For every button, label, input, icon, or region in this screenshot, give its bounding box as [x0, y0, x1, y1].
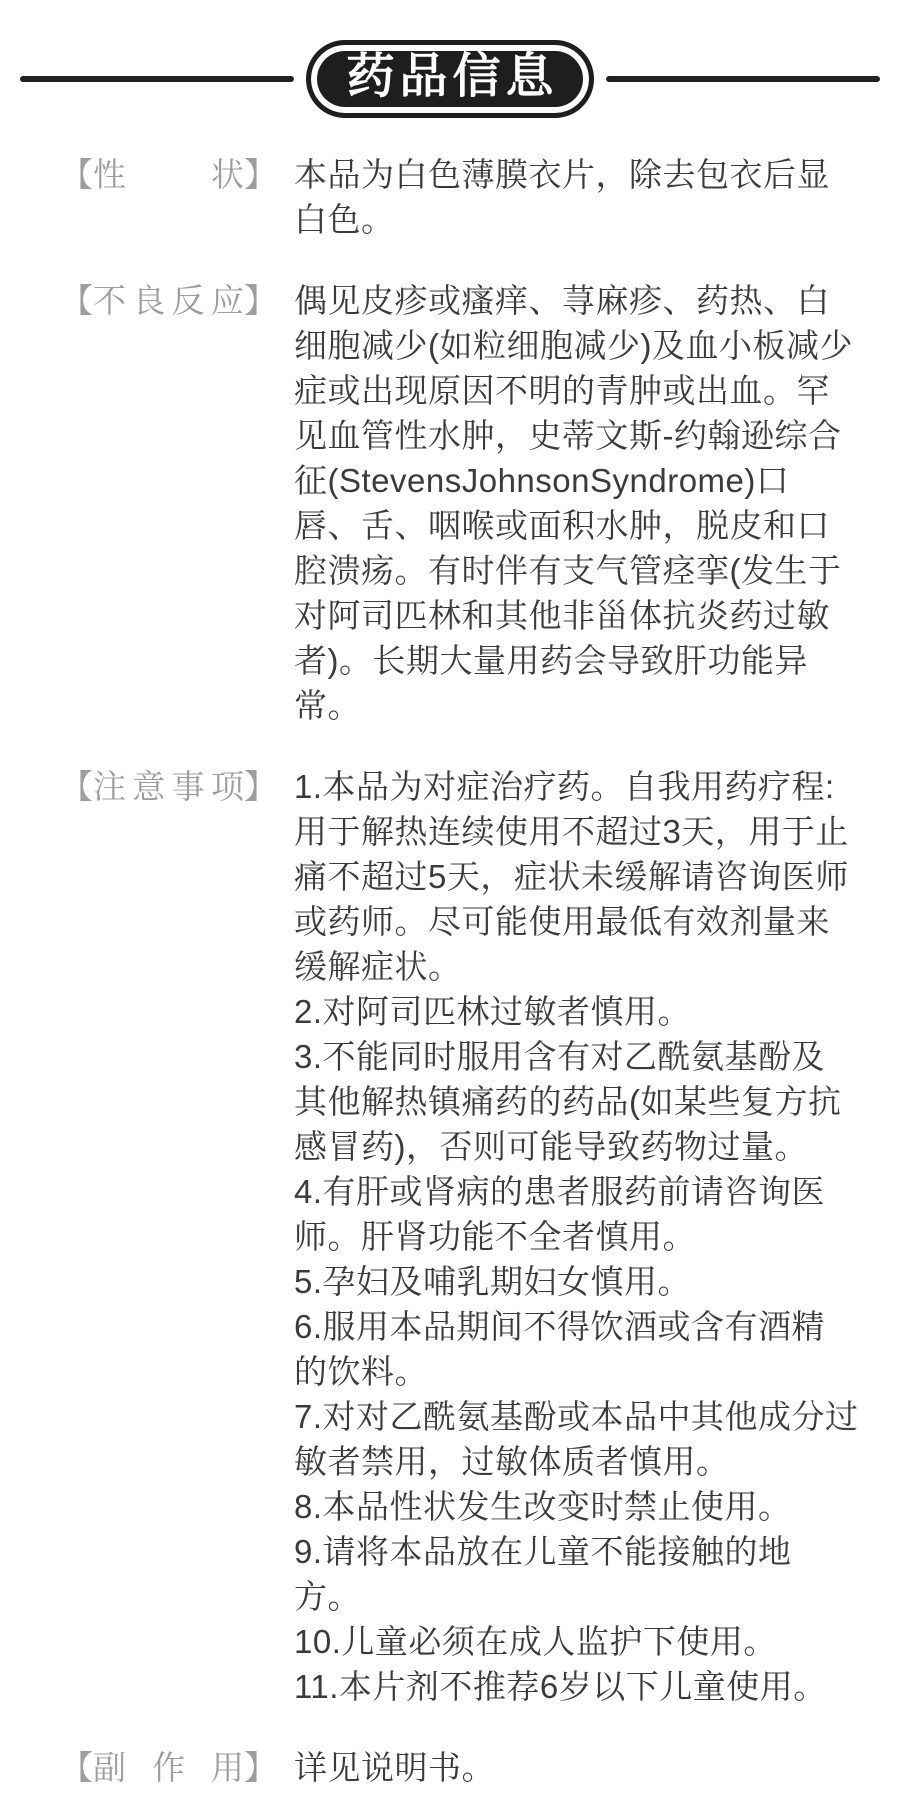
section-label-precautions: [60, 764, 277, 809]
text-line: 7.对对乙酰氨基酚或本品中其他成分过: [294, 1398, 859, 1435]
text-line: 偶见皮疹或瘙痒、荨麻疹、药热、白: [294, 282, 830, 319]
text-line: 方。: [294, 1578, 361, 1615]
text-line: 感冒药)，否则可能导致药物过量。: [294, 1128, 808, 1165]
section-body-adverse-reactions: [294, 278, 860, 728]
text-line: 10.儿童必须在成人监护下使用。: [294, 1623, 777, 1660]
text-line: 9.请将本品放在儿童不能接触的地: [294, 1533, 792, 1570]
text-line: 或药师。尽可能使用最低有效剂量来: [294, 903, 830, 940]
label-char: 事: [171, 768, 205, 805]
text-line: 11.本片剂不推荐6岁以下儿童使用。: [294, 1668, 827, 1705]
text-line: 1.本品为对症治疗药。自我用药疗程:: [294, 768, 835, 805]
text-line: 本品为白色薄膜衣片，除去包衣后显: [294, 156, 830, 193]
badge-title: 药品信息: [346, 50, 559, 103]
label-char: 项: [210, 768, 244, 805]
section-side-effects: [60, 1745, 900, 1790]
text-line: 症或出现原因不明的青肿或出血。罕: [294, 372, 830, 409]
text-line: 征(StevensJohnsonSyndrome)口: [294, 462, 790, 499]
text-line: 4.有肝或肾病的患者服药前请咨询医: [294, 1173, 826, 1210]
text-line: 5.孕妇及哺乳期妇女慎用。: [294, 1263, 692, 1300]
bracket-close: 】: [244, 282, 277, 319]
text-line: 详见说明书。: [294, 1749, 495, 1786]
text-line: 细胞减少(如粒细胞减少)及血小板减少: [294, 327, 853, 364]
text-line: 者)。长期大量用药会导致肝功能异: [294, 642, 808, 679]
bracket-open: 【: [60, 156, 93, 193]
text-line: 其他解热镇痛药的药品(如某些复方抗: [294, 1083, 842, 1120]
label-char: 用: [211, 1749, 244, 1786]
text-line: 6.服用本品期间不得饮酒或含有酒精: [294, 1308, 826, 1345]
text-line: 白色。: [294, 201, 395, 238]
text-line: 师。肝肾功能不全者慎用。: [294, 1218, 696, 1255]
section-header-banner: [0, 40, 900, 118]
bracket-close: 】: [244, 768, 277, 805]
text-line: 对阿司匹林和其他非甾体抗炎药过敏: [294, 597, 830, 634]
text-line: 腔溃疡。有时伴有支气管痉挛(发生于: [294, 552, 842, 589]
label-char: 状: [211, 156, 244, 193]
bracket-close: 】: [244, 1749, 277, 1786]
section-body-precautions: [294, 764, 860, 1709]
bracket-open: 【: [60, 1749, 93, 1786]
label-char: 良: [132, 282, 166, 319]
label-char: 副: [93, 1749, 126, 1786]
section-precautions: [60, 764, 900, 1709]
text-line: 8.本品性状发生改变时禁止使用。: [294, 1488, 792, 1525]
label-char: 不: [93, 282, 126, 319]
text-line: 2.对阿司匹林过敏者慎用。: [294, 993, 692, 1030]
label-char: 作: [152, 1749, 185, 1786]
text-line: 的饮料。: [294, 1353, 428, 1390]
text-line: 唇、舌、咽喉或面积水肿，脱皮和口: [294, 507, 830, 544]
section-adverse-reactions: [60, 278, 900, 728]
section-body-properties: [294, 152, 860, 242]
bracket-open: 【: [60, 768, 93, 805]
text-line: 3.不能同时服用含有对乙酰氨基酚及: [294, 1038, 826, 1075]
divider-line-left: [20, 76, 294, 82]
section-properties: [60, 152, 900, 242]
text-line: 常。: [294, 687, 361, 724]
section-body-side-effects: [294, 1745, 860, 1790]
section-label-side-effects: [60, 1745, 277, 1790]
section-label-adverse-reactions: [60, 278, 277, 323]
label-char: 注: [93, 768, 126, 805]
text-line: 见血管性水肿，史蒂文斯-约翰逊综合: [294, 417, 842, 454]
text-line: 用于解热连续使用不超过3天，用于止: [294, 813, 849, 850]
label-characters: [93, 278, 244, 323]
bracket-close: 】: [244, 156, 277, 193]
label-characters: [93, 764, 244, 809]
label-char: 反: [171, 282, 205, 319]
divider-line-right: [606, 76, 880, 82]
label-char: 意: [132, 768, 166, 805]
label-char: 性: [93, 156, 126, 193]
info-sections: [0, 152, 900, 1790]
label-characters: [93, 1745, 244, 1790]
text-line: 敏者禁用，过敏体质者慎用。: [294, 1443, 730, 1480]
bracket-open: 【: [60, 282, 93, 319]
label-char: 应: [210, 282, 244, 319]
section-label-properties: [60, 152, 277, 197]
text-line: 痛不超过5天，症状未缓解请咨询医师: [294, 858, 849, 895]
label-characters: [93, 152, 244, 197]
text-line: 缓解症状。: [294, 948, 462, 985]
drug-info-badge: [306, 40, 594, 118]
